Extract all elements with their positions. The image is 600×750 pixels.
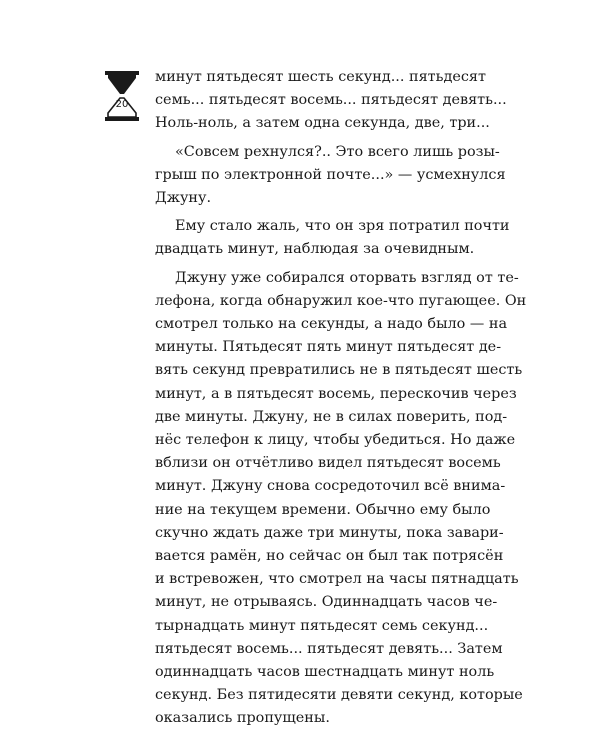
text-line: смотрел только на секунды, а надо было — на	[155, 316, 508, 333]
text-line: и встревожен, что смотрел на часы пятнадцать	[155, 571, 519, 588]
paragraph	[155, 215, 510, 261]
text-line: секунд. Без пятидесяти девяти секунд, которые	[155, 687, 523, 704]
text-line: лефона, когда обнаружил кое-что пугающее. Он	[155, 292, 527, 309]
text-line: пятьдесят восемь... пятьдесят девять... Затем	[155, 640, 503, 657]
text-line: Джуну уже собирался оторвать взгляд от те-	[175, 269, 519, 286]
text-line: минут, не отрываясь. Одиннадцать часов че-	[155, 594, 498, 611]
page-marker	[104, 70, 140, 122]
text-line: Джуну.	[155, 190, 212, 207]
text-line: «Совсем рехнулся?.. Это всего лишь розы-	[175, 143, 500, 160]
text-line: двадцать минут, наблюдая за очевидным.	[155, 241, 475, 258]
text-line: минуты. Пятьдесят пять минут пятьдесят де-	[155, 339, 502, 356]
paragraph	[155, 267, 527, 731]
body-text	[155, 66, 527, 731]
text-line: вается рамён, но сейчас он был так потрясён	[155, 548, 504, 565]
text-line: вблизи он отчётливо видел пятьдесят восемь	[155, 455, 501, 472]
text-line: минут. Джуну снова сосредоточил всё внима-	[155, 478, 506, 495]
page-number: 20	[115, 99, 129, 110]
text-line: минут, а в пятьдесят восемь, перескочив через	[155, 385, 517, 402]
paragraph	[155, 66, 507, 136]
text-line: грыш по электронной почте...» — усмехнулся	[155, 166, 506, 183]
text-line: тырнадцать минут пятьдесят семь секунд...	[155, 617, 489, 634]
hourglass-icon	[104, 70, 140, 122]
text-line: ние на текущем времени. Обычно ему было	[155, 501, 491, 518]
text-line: нёс телефон к лицу, чтобы убедиться. Но даже	[155, 432, 516, 449]
text-line: скучно ждать даже три минуты, пока завари-	[155, 524, 504, 541]
text-line: вять секунд превратились не в пятьдесят шесть	[155, 362, 523, 379]
text-line: одиннадцать часов шестнадцать минут ноль	[155, 664, 495, 681]
paragraph	[155, 141, 506, 211]
text-line: минут пятьдесят шесть секунд... пятьдесят	[155, 69, 486, 85]
text-line: семь... пятьдесят восемь... пятьдесят девять...	[155, 92, 507, 109]
text-line: две минуты. Джуну, не в силах поверить, под-	[155, 408, 508, 425]
text-line: оказались пропущены.	[155, 710, 330, 727]
text-line: Ему стало жаль, что он зря потратил почти	[175, 218, 510, 235]
text-line: Ноль-ноль, а затем одна секунда, две, три...	[155, 115, 490, 132]
